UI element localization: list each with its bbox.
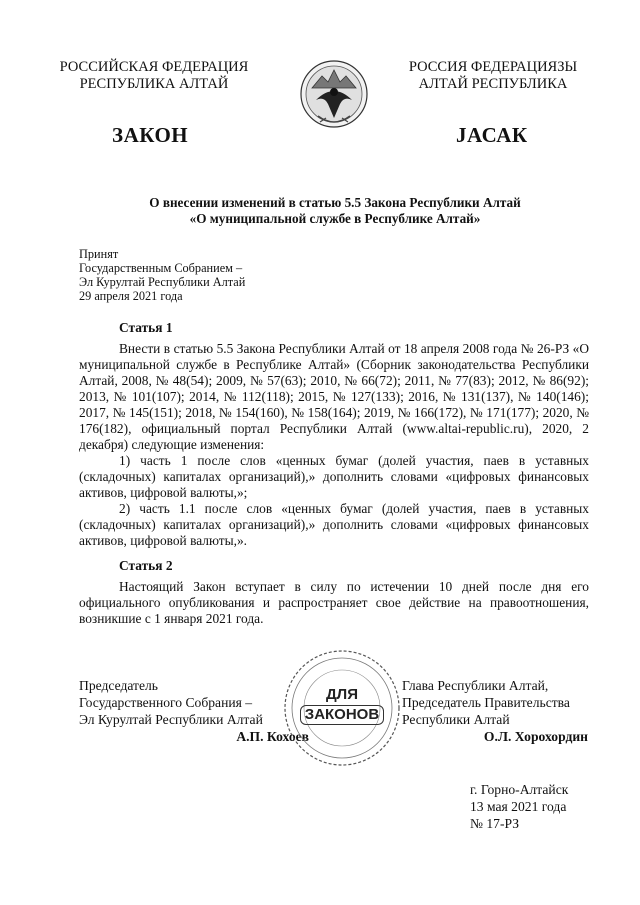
stamp	[282, 648, 402, 768]
article2-body	[79, 579, 589, 627]
article2-heading: Статья 2	[119, 558, 173, 573]
article1-item2: 2) часть 1.1 после слов «ценных бумаг (долей участия, паев в уставных (складочных) капиталах организаций),» дополнить словами «цифровых финансовых активов, цифровой валюты,».	[79, 501, 589, 548]
signature-right-line2: Председатель Правительства	[402, 695, 570, 710]
signature-left-line3: Эл Курултай Республики Алтай	[79, 712, 263, 727]
header-left-line2: РЕСПУБЛИКА АЛТАЙ	[79, 76, 229, 92]
header-right-line2: АЛТАЙ РЕСПУБЛИКА	[418, 76, 568, 92]
title-line1: О внесении изменений в статью 5.5 Закона Республики Алтай	[149, 195, 521, 210]
title-line2: «О муниципальной службе в Республике Алтай»	[189, 211, 481, 226]
adopted-line1: Принят	[79, 247, 119, 261]
signature-left-name: А.П. Кохоев	[236, 729, 309, 744]
signature-right-line1: Глава Республики Алтай,	[402, 678, 549, 693]
law-title-alt: ЈАСАК	[456, 123, 528, 147]
header-left	[50, 59, 258, 93]
document-title	[90, 195, 580, 227]
stamp-line2: ЗАКОНОВ	[300, 705, 384, 725]
signature-left	[79, 677, 309, 745]
signature-left-line1: Председатель	[79, 678, 158, 693]
signature-left-line2: Государственного Собрания –	[79, 695, 253, 710]
emblem-icon	[296, 52, 372, 138]
law-title-ru: ЗАКОН	[112, 123, 189, 147]
adopted-line3: Эл Курултай Республики Алтай	[79, 275, 246, 289]
signature-right-name: О.Л. Хорохордин	[483, 729, 588, 744]
article1-body	[79, 341, 589, 549]
adopted-line4: 29 апреля 2021 года	[79, 289, 183, 303]
article1-intro: Внести в статью 5.5 Закона Республики Алтай от 18 апреля 2008 года № 26-РЗ «О муниципальной службе в Республике Алтай» (Сборник законодательства Республики Алтай, 2008, № 48(54); 2009, № 57(63); 2010, № 66(72); 2011, № 77(83); 2012, № 86(92); 2013, № 101(107); 2014, № 112(118); 2015, № 127(133); 2016, № 131(137), № 140(146); 2017, № 145(151); 2018, № 154(160), № 158(164); 2019, № 166(172), № 171(177); 2020, № 176(182), официальный портал Республики Алтай (www.altai-republic.ru), 2020, 2 декабря) следующие изменения:	[79, 341, 589, 452]
footer-number: № 17-РЗ	[470, 816, 520, 831]
stamp-line1: ДЛЯ	[326, 686, 358, 703]
adopted-block	[79, 247, 309, 303]
footer-block	[470, 781, 568, 832]
header-right	[398, 59, 588, 93]
adopted-line2: Государственным Собранием –	[79, 261, 243, 275]
signature-right	[402, 677, 588, 745]
header-right-line1: РОССИЯ ФЕДЕРАЦИЯЗЫ	[408, 59, 578, 75]
article2-text: Настоящий Закон вступает в силу по истечении 10 дней после дня его официального опубликования и распространяет свое действие на правоотношения, возникшие с 1 января 2021 года.	[79, 579, 589, 626]
article1-item1: 1) часть 1 после слов «ценных бумаг (долей участия, паев в уставных (складочных) капиталах организаций),» дополнить словами «цифровых финансовых активов, цифровой валюты,»;	[79, 453, 589, 500]
header-left-line1: РОССИЙСКАЯ ФЕДЕРАЦИЯ	[59, 59, 249, 75]
footer-date: 13 мая 2021 года	[470, 799, 567, 814]
signature-right-line3: Республики Алтай	[402, 712, 510, 727]
article1-heading: Статья 1	[119, 320, 173, 335]
footer-place: г. Горно-Алтайск	[470, 782, 569, 797]
